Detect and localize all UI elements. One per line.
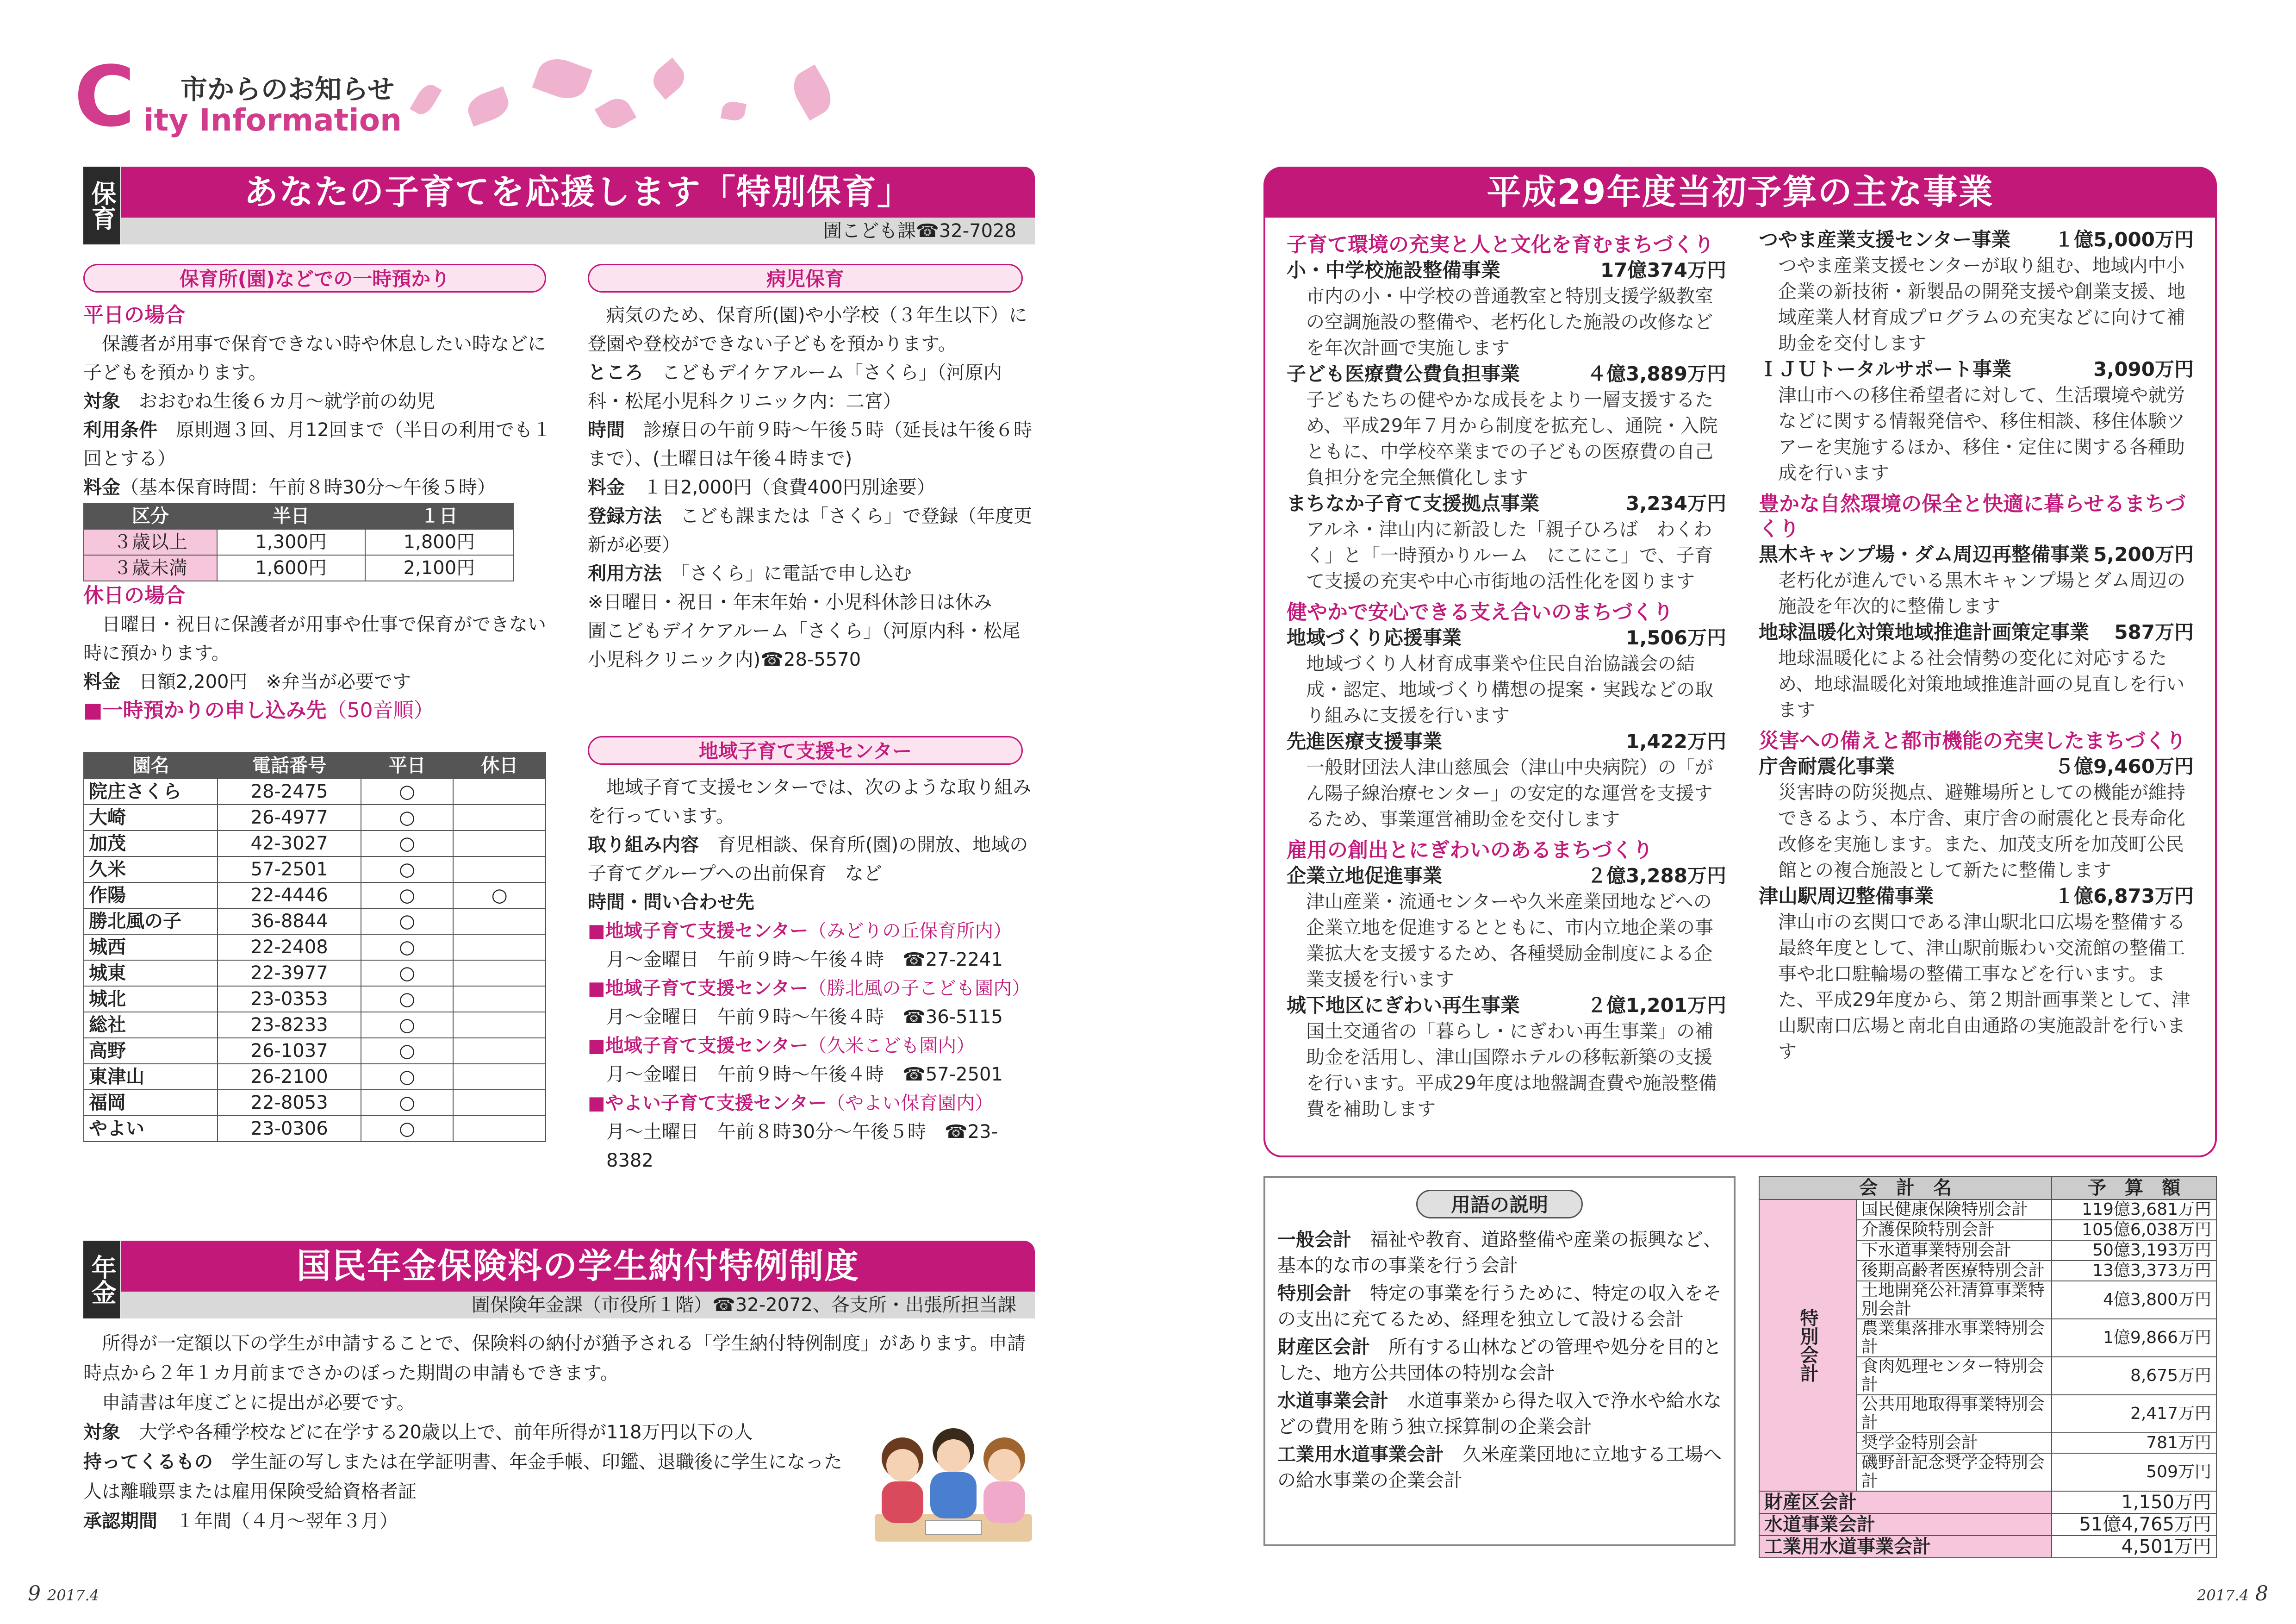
condition-label: 利用条件 <box>83 419 157 441</box>
center-name-line <box>588 1089 1032 1118</box>
sick-time-label: 時間 <box>588 419 625 441</box>
center-place: （やよい保育園内） <box>827 1093 994 1114</box>
budget-item-name: 小・中学校施設整備事業 <box>1287 259 1501 281</box>
fee-cell: ３歳以上 <box>84 529 217 555</box>
glossary-pill: 用語の説明 <box>1416 1190 1583 1218</box>
budget-item-desc: 津山産業・流通センターや久米産業団地などへの企業立地を促進するとともに、市内立地企業の事業拡大を支援するため、各種奨励金制度による企業支援を行います <box>1306 891 1713 990</box>
account-name: 下水道事業特別会計 <box>1856 1240 2052 1261</box>
budget-group-heading: 雇用の創出とにぎわいのあるまちづくり <box>1287 838 1653 862</box>
budget-item-desc: 津山市の玄関口である津山駅北口広場を整備する最終年度として、津山駅前賑わい交流館の整備工事や北口駐輪場の整備工事などを行います。また、平成29年度から、第２期計画事業として、津山駅南口広場と南北自由通路の実施設計を行います <box>1778 912 2190 1062</box>
account-amount: 105億6,038万円 <box>2052 1220 2216 1240</box>
nenkin-target: 大学や各種学校などに在学する20歳以上で、前年所得が118万円以下の人 <box>139 1422 753 1443</box>
condition-value: 原則週３回、月12回まで（半日の利用でも１回とする） <box>83 419 551 469</box>
nenkin-title: 国民年金保険料の学生納付特例制度 <box>297 1246 859 1286</box>
nursery-cell: 22-2408 <box>218 934 361 960</box>
glossary-desc: 福祉や教育、道路整備や産業の振興など、基本的な市の事業を行う会計 <box>1277 1229 1722 1276</box>
nenkin-period: １年間（４月～翌年３月） <box>176 1511 398 1532</box>
nursery-cell <box>453 856 546 882</box>
nursery-cell: ○ <box>361 1012 454 1038</box>
left-page-date: 2017.4 <box>47 1587 99 1604</box>
budget-item-name: 企業立地促進事業 <box>1287 864 1443 887</box>
fee-header-cell: １日 <box>365 503 513 529</box>
table-row <box>84 1116 546 1142</box>
account-name: 後期高齢者医療特別会計 <box>1856 1261 2052 1281</box>
account-name: 食肉処理センター特別会計 <box>1856 1357 2052 1395</box>
nursery-cell <box>453 805 546 831</box>
nursery-cell <box>453 1012 546 1038</box>
budget-item-title <box>1287 361 1726 387</box>
nenkin-contact: 圊保険年金課（市役所１階）☎32-2072、各支所・出張所担当課 <box>121 1292 1035 1318</box>
nursery-cell <box>453 934 546 960</box>
petal-decoration <box>464 86 512 126</box>
budget-item-name: 子ども医療費公費負担事業 <box>1287 362 1520 385</box>
budget-group-heading: 健やかで安心できる支え合いのまちづくり <box>1287 600 1674 624</box>
account-amount: 1,150万円 <box>2052 1491 2216 1513</box>
account-name: 公共用地取得事業特別会計 <box>1856 1395 2052 1433</box>
account-name: 農業集落排水事業特別会計 <box>1856 1319 2052 1357</box>
budget-item-amount: 1,506万円 <box>1626 626 1726 649</box>
table-row <box>84 960 546 986</box>
budget-item-name: 黒木キャンプ場・ダム周辺再整備事業 <box>1759 543 2090 566</box>
budget-item-amount: ５億9,460万円 <box>2054 755 2194 778</box>
table-row <box>1759 1491 2216 1513</box>
fee-label: 料金 <box>83 477 120 498</box>
budget-item-title <box>1759 356 2194 382</box>
budget-item-amount: ２億3,288万円 <box>1587 864 1726 887</box>
nenkin-body2: 申請書は年度ごとに提出が必要です。 <box>102 1392 415 1413</box>
nursery-list-table <box>83 752 546 1142</box>
page-number-left <box>28 1579 99 1609</box>
nenkin-bring: 学生証の写しまたは在学証明書、年金手帳、印鑑、退職後に学生になった人は離職票または雇用保険受給資格者証 <box>83 1451 842 1502</box>
sick-care-block <box>588 301 1032 674</box>
nursery-cell: 加茂 <box>84 831 218 856</box>
fee-cell: ３歳未満 <box>84 555 217 581</box>
table-row <box>1759 1513 2216 1536</box>
account-amount: 1億9,866万円 <box>2052 1319 2216 1357</box>
account-amount: 4,501万円 <box>2052 1536 2216 1558</box>
glossary-term: 水道事業会計 <box>1277 1390 1388 1412</box>
sick-where-label: ところ <box>588 362 643 383</box>
center-hours: 月～金曜日 午前９時～午後４時 <box>606 1064 884 1085</box>
nursery-cell: 42-3027 <box>218 831 361 856</box>
nursery-cell <box>453 908 546 934</box>
nursery-cell <box>453 831 546 856</box>
center-content: 育児相談、保育所(園)の開放、地域の子育てグループへの出前保育 など <box>588 834 1028 884</box>
glossary-item <box>1277 1388 1722 1440</box>
table-row <box>84 882 546 908</box>
table-row <box>84 934 546 960</box>
center-hours-line <box>588 1118 1032 1175</box>
account-amount: 509万円 <box>2052 1453 2216 1491</box>
accounts-header <box>1759 1176 2216 1199</box>
apply-heading: ■一時預かりの申し込み先 <box>83 699 327 722</box>
nursery-cell: 勝北風の子 <box>84 908 218 934</box>
nursery-cell: 26-1037 <box>218 1038 361 1064</box>
sick-fee-label: 料金 <box>588 477 625 498</box>
sick-body: 病気のため、保育所(園)や小学校（３年生以下）に登園や登校ができない子どもを預かります。 <box>588 305 1027 355</box>
nursery-cell: 26-4977 <box>218 805 361 831</box>
budget-item-desc: アルネ・津山内に新設した「親子ひろば わくわく」と「一時預かりルーム にこにこ」で、子育て支援の充実や中心市街地の活性化を図ります <box>1306 519 1713 592</box>
account-amount: 50億3,193万円 <box>2052 1240 2216 1261</box>
center-time-heading: 時間・問い合わせ先 <box>588 892 754 913</box>
budget-group-heading: 豊かな自然環境の保全と快適に暮らせるまちづくり <box>1759 492 2186 541</box>
weekday-heading: 平日の場合 <box>83 303 185 327</box>
logo-c: C <box>74 49 136 145</box>
budget-left-column <box>1287 227 1726 1122</box>
nursery-header-cell: 平日 <box>361 753 454 779</box>
center-name: ■地域子育て支援センター <box>588 1035 809 1056</box>
nursery-cell: 22-8053 <box>218 1090 361 1116</box>
budget-item-name: 地域づくり応援事業 <box>1287 626 1462 649</box>
nenkin-target-label: 対象 <box>83 1422 120 1443</box>
budget-item-desc: 市内の小・中学校の普通教室と特別支援学級教室の空調施設の整備や、老朽化した施設の改修などを年次計画で実施します <box>1306 286 1713 359</box>
table-row <box>84 831 546 856</box>
center-hours: 月～金曜日 午前９時～午後４時 <box>606 1006 884 1028</box>
sick-reg: こども課または「さくら」で登録（年度更新が必要） <box>588 506 1032 556</box>
temp-care-block <box>83 301 555 725</box>
table-row <box>84 1064 546 1090</box>
glossary-list <box>1277 1227 1722 1495</box>
budget-item-amount: 3,090万円 <box>2093 358 2194 381</box>
glossary-desc: 久米産業団地に立地する工場への給水事業の企業会計 <box>1277 1444 1722 1491</box>
sick-contact: 圊こどもデイケアルーム「さくら」（河原内科・松尾小児科クリニック内)☎28-5570 <box>588 620 1020 670</box>
target-label: 対象 <box>83 391 120 412</box>
sick-time: 診療日の午前９時～午後５時（延長は午後６時まで）、(土曜日は午後４時まで) <box>588 419 1032 469</box>
fee-cell: 2,100円 <box>365 555 513 581</box>
budget-item-title <box>1759 754 2194 780</box>
center-place: （久米こども園内） <box>808 1035 975 1056</box>
nursery-cell: 久米 <box>84 856 218 882</box>
nursery-cell: 城西 <box>84 934 218 960</box>
center-tel: ☎36-5115 <box>902 1006 1003 1028</box>
center-hours: 月～金曜日 午前９時～午後４時 <box>606 949 884 970</box>
nursery-cell: 23-8233 <box>218 1012 361 1038</box>
petal-decoration <box>721 100 747 122</box>
sick-care-pill: 病児保育 <box>588 264 1023 293</box>
nursery-cell: 26-2100 <box>218 1064 361 1090</box>
sick-use-label: 利用方法 <box>588 563 662 584</box>
nursery-cell <box>453 1038 546 1064</box>
budget-item-amount: １億6,873万円 <box>2054 885 2194 907</box>
table-row <box>84 908 546 934</box>
page-number-right <box>2197 1579 2268 1609</box>
fee-cell: 1,300円 <box>217 529 365 555</box>
sick-use: 「さくら」に電話で申し込む <box>680 563 912 584</box>
account-name: 財産区会計 <box>1759 1491 2052 1513</box>
nursery-cell: 22-4446 <box>218 882 361 908</box>
budget-item-desc: 地球温暖化による社会情勢の変化に対応するため、地球温暖化対策地域推進計画の見直しを行います <box>1778 648 2185 721</box>
hoiku-title-bar <box>121 167 1035 218</box>
accounts-header-amount: 予 算 額 <box>2052 1176 2216 1199</box>
students-illustration <box>870 1421 1037 1560</box>
nursery-cell: 36-8844 <box>218 908 361 934</box>
nursery-cell: ○ <box>361 1090 454 1116</box>
budget-item-title <box>1287 625 1726 651</box>
budget-item-desc: 災害時の防災拠点、避難場所としての機能が維持できるよう、本庁舎、東庁舎の耐震化と長寿命化改修を実施します。また、加茂支所を加茂町公民館との複合施設として新たに整備します <box>1778 782 2185 881</box>
budget-item-desc: 子どもたちの健やかな成長をより一層支援するため、平成29年７月から制度を拡充し、通院・入院ともに、中学校卒業までの子どもの医療費の自己負担分を完全無償化します <box>1306 389 1718 488</box>
logo-ity: ity Information <box>143 102 402 138</box>
glossary-term: 財産区会計 <box>1277 1337 1370 1358</box>
account-amount: 51億4,765万円 <box>2052 1513 2216 1536</box>
nursery-cell: 城北 <box>84 986 218 1012</box>
account-amount: 2,417万円 <box>2052 1395 2216 1433</box>
right-page-num: 8 <box>2255 1582 2268 1605</box>
center-name: ■地域子育て支援センター <box>588 920 809 942</box>
nursery-cell: 高野 <box>84 1038 218 1064</box>
nursery-cell: ○ <box>361 831 454 856</box>
budget-item-amount: 1,422万円 <box>1626 730 1726 753</box>
holiday-body: 日曜日・祝日に保護者が用事や仕事で保育ができない時に預かります。 <box>83 614 546 664</box>
nursery-cell: ○ <box>361 882 454 908</box>
account-name: 水道事業会計 <box>1759 1513 2052 1536</box>
center-list <box>588 917 1032 1175</box>
budget-title: 平成29年度当初予算の主な事業 <box>1487 172 1994 212</box>
nenkin-title-bar <box>121 1241 1035 1292</box>
petal-decoration <box>532 53 593 105</box>
nursery-cell: 23-0353 <box>218 986 361 1012</box>
nursery-cell: ○ <box>361 856 454 882</box>
budget-item-desc: 地域づくり人材育成事業や住民自治協議会の結成・認定、地域づくり構想の提案・実践などの取り組みに支援を行います <box>1306 653 1713 726</box>
nursery-cell: ○ <box>361 1038 454 1064</box>
account-name: 介護保険特別会計 <box>1856 1220 2052 1240</box>
center-hours-line <box>588 1060 1032 1089</box>
nursery-cell: ○ <box>361 779 454 805</box>
table-row <box>84 555 513 581</box>
sick-fee: １日2,000円（食費400円別途要） <box>643 477 935 498</box>
budget-item-amount: １億5,000万円 <box>2054 228 2194 251</box>
account-amount: 13億3,373万円 <box>2052 1261 2216 1281</box>
glossary-item <box>1277 1227 1722 1279</box>
city-information-logo <box>74 51 444 144</box>
center-place: （みどりの丘保育所内） <box>808 920 1012 942</box>
nenkin-period-label: 承認期間 <box>83 1511 157 1532</box>
nursery-cell <box>453 986 546 1012</box>
fee-note: （基本保育時間：午前８時30分～午後５時） <box>120 477 496 498</box>
nursery-cell: ○ <box>361 986 454 1012</box>
nenkin-bring-label: 持ってくるもの <box>83 1451 213 1473</box>
budget-item-title <box>1287 491 1726 517</box>
budget-item-amount: 17億374万円 <box>1600 259 1726 281</box>
center-tel: ☎57-2501 <box>902 1064 1003 1085</box>
petal-decoration <box>787 64 838 121</box>
account-name: 国民健康保険特別会計 <box>1856 1199 2052 1220</box>
budget-group-heading: 災害への備えと都市機能の充実したまちづくり <box>1759 729 2186 753</box>
budget-item-name: 津山駅周辺整備事業 <box>1759 885 1934 907</box>
glossary-term: 特別会計 <box>1277 1283 1351 1304</box>
center-name-line <box>588 917 1032 945</box>
section-tag-hoiku: 保育 <box>83 167 120 244</box>
budget-item-amount: ２億1,201万円 <box>1587 994 1726 1017</box>
sick-reg-label: 登録方法 <box>588 506 662 527</box>
hoiku-contact: 圊こども課☎32-7028 <box>121 218 1035 244</box>
budget-group-heading: 子育て環境の充実と人と文化を育むまちづくり <box>1287 233 1714 256</box>
table-row <box>1759 1536 2216 1558</box>
nursery-cell: ○ <box>361 1064 454 1090</box>
center-name: ■地域子育て支援センター <box>588 978 809 999</box>
budget-item-name: 先進医療支援事業 <box>1287 730 1443 753</box>
nursery-header-cell: 休日 <box>453 753 546 779</box>
support-center-pill: 地域子育て支援センター <box>588 736 1023 765</box>
weekday-body: 保護者が用事で保育できない時や休息したい時などに子どもを預かります。 <box>83 333 546 383</box>
budget-right-column <box>1759 227 2194 1065</box>
glossary-term: 一般会計 <box>1277 1229 1351 1250</box>
logo-jp: 市からのお知らせ <box>180 74 395 105</box>
nursery-cell <box>453 779 546 805</box>
fee-header-cell: 区分 <box>84 503 217 529</box>
glossary-desc: 所有する山林などの管理や処分を目的とした、地方公共団体の特別な会計 <box>1277 1337 1722 1384</box>
account-amount: 8,675万円 <box>2052 1357 2216 1395</box>
center-tel: ☎27-2241 <box>902 949 1003 970</box>
center-body: 地域子育て支援センターでは、次のような取り組みを行っています。 <box>588 777 1032 827</box>
nursery-cell: 57-2501 <box>218 856 361 882</box>
nursery-cell <box>453 960 546 986</box>
budget-item-title <box>1287 729 1726 755</box>
budget-item-title <box>1287 993 1726 1018</box>
center-content-label: 取り組み内容 <box>588 834 699 856</box>
center-hours-line <box>588 1003 1032 1031</box>
table-row <box>84 1090 546 1116</box>
account-amount: 119億3,681万円 <box>2052 1199 2216 1220</box>
nursery-cell: ○ <box>361 960 454 986</box>
budget-item-desc: 津山市への移住希望者に対して、生活環境や就労などに関する情報発信や、移住相談、移住体験ツアーを実施するほか、移住・定住に関する各種助成を行います <box>1778 385 2185 484</box>
fee-header-cell: 半日 <box>217 503 365 529</box>
accounts-table <box>1759 1176 2217 1558</box>
center-name-line <box>588 1031 1032 1060</box>
nursery-cell: 23-0306 <box>218 1116 361 1142</box>
nursery-table-header <box>84 753 546 779</box>
target-value: おおむね生後６カ月～就学前の幼児 <box>139 391 435 412</box>
sick-note: ※日曜日・祝日・年末年始・小児科休診日は休み <box>588 592 992 613</box>
holiday-heading: 休日の場合 <box>83 584 185 607</box>
budget-item-desc: 老朽化が進んでいる黒木キャンプ場とダム周辺の施設を年次的に整備します <box>1778 570 2185 617</box>
sick-where: こどもデイケアルーム「さくら」（河原内科・松尾小児科クリニック内：二宮） <box>588 362 1002 412</box>
nursery-cell: ○ <box>361 934 454 960</box>
fee-table <box>83 503 514 581</box>
support-center-block <box>588 773 1032 1175</box>
center-hours-line <box>588 945 1032 974</box>
nursery-cell <box>453 1116 546 1142</box>
table-row <box>1759 1199 2216 1220</box>
table-row <box>84 779 546 805</box>
budget-item-desc: つやま産業支援センターが取り組む、地域内中小企業の新技術・新製品の開発支援や創業支援、地域産業人材育成プログラムの充実などに向けて補助金を交付します <box>1778 255 2185 354</box>
apply-sub: （50音順） <box>326 699 434 722</box>
nursery-cell <box>453 1064 546 1090</box>
nursery-cell: 総社 <box>84 1012 218 1038</box>
section-tag-nenkin: 年金 <box>83 1241 120 1318</box>
nursery-cell: ○ <box>361 805 454 831</box>
table-row <box>84 856 546 882</box>
budget-item-name: ＩＪＵトータルサポート事業 <box>1759 358 2012 381</box>
budget-item-title <box>1759 542 2194 568</box>
nursery-cell: 28-2475 <box>218 779 361 805</box>
budget-item-name: つやま産業支援センター事業 <box>1759 228 2011 251</box>
special-account-label: 特別会計 <box>1759 1199 1856 1491</box>
nursery-cell: 城東 <box>84 960 218 986</box>
holiday-fee-value: 日額2,200円 ※弁当が必要です <box>139 671 411 693</box>
right-page-date: 2017.4 <box>2197 1587 2249 1604</box>
account-name: 工業用水道事業会計 <box>1759 1536 2052 1558</box>
nenkin-body1: 所得が一定額以下の学生が申請することで、保険料の納付が猶予される「学生納付特例制度」があります。申請時点から２年１カ月前までさかのぼった期間の申請もできます。 <box>83 1333 1026 1384</box>
table-row <box>84 529 513 555</box>
budget-item-desc: 一般財団法人津山慈風会（津山中央病院）の「がん陽子線治療センター」の安定的な運営を支援するため、事業運営補助金を交付します <box>1306 757 1713 830</box>
petal-decoration <box>595 94 637 134</box>
glossary-desc: 特定の事業を行うために、特定の収入をその支出に充てるため、経理を独立して設ける会計 <box>1277 1283 1722 1330</box>
table-row <box>84 1038 546 1064</box>
budget-item-desc: 国土交通省の「暮らし・にぎわい再生事業」の補助金を活用し、津山国際ホテルの移転新築の支援を行います。平成29年度は地盤調査費や施設整備費を補助します <box>1306 1021 1717 1120</box>
budget-item-name: 庁舎耐震化事業 <box>1759 755 1895 778</box>
nursery-cell: 東津山 <box>84 1064 218 1090</box>
nursery-cell: 作陽 <box>84 882 218 908</box>
center-place: （勝北風の子こども園内） <box>808 978 1031 999</box>
budget-item-title <box>1759 883 2194 909</box>
budget-item-title <box>1759 619 2194 645</box>
nursery-cell: ○ <box>361 908 454 934</box>
nursery-header-cell: 電話番号 <box>218 753 361 779</box>
center-name-line <box>588 974 1032 1003</box>
nursery-cell: ○ <box>453 882 546 908</box>
center-name: ■やよい子育て支援センター <box>588 1093 827 1114</box>
glossary-item <box>1277 1442 1722 1493</box>
account-amount: 781万円 <box>2052 1433 2216 1453</box>
fee-cell: 1,600円 <box>217 555 365 581</box>
temp-care-pill: 保育所(園)などでの一時預かり <box>83 264 546 293</box>
account-name: 土地開発公社清算事業特別会計 <box>1856 1281 2052 1319</box>
account-name: 磯野計記念奨学金特別会計 <box>1856 1453 2052 1491</box>
center-hours: 月～土曜日 午前８時30分～午後５時 <box>606 1121 926 1143</box>
account-name: 奨学金特別会計 <box>1856 1433 2052 1453</box>
center-tel: ☎23-8382 <box>606 1121 998 1171</box>
budget-item-title <box>1759 227 2194 253</box>
table-row <box>84 805 546 831</box>
nursery-cell: 院庄さくら <box>84 779 218 805</box>
nursery-cell: 大崎 <box>84 805 218 831</box>
budget-item-title <box>1287 863 1726 889</box>
hoiku-title: あなたの子育てを応援します「特別保育」 <box>244 172 912 212</box>
nursery-cell: 22-3977 <box>218 960 361 986</box>
budget-item-title <box>1287 257 1726 283</box>
budget-item-name: 城下地区にぎわい再生事業 <box>1287 994 1520 1017</box>
budget-item-amount: 3,234万円 <box>1626 492 1726 515</box>
glossary-item <box>1277 1280 1722 1332</box>
fee-table-header <box>84 503 513 529</box>
accounts-header-name: 会 計 名 <box>1759 1176 2052 1199</box>
budget-item-name: まちなか子育て支援拠点事業 <box>1287 492 1540 515</box>
budget-item-amount: 5,200万円 <box>2093 543 2194 566</box>
nursery-cell: やよい <box>84 1116 218 1142</box>
nursery-cell: 福岡 <box>84 1090 218 1116</box>
account-amount: 4億3,800万円 <box>2052 1281 2216 1319</box>
glossary-item <box>1277 1334 1722 1386</box>
left-page-num: 9 <box>28 1582 41 1605</box>
table-row <box>84 986 546 1012</box>
holiday-fee-label: 料金 <box>83 671 120 693</box>
petal-decoration <box>647 58 690 100</box>
budget-item-name: 地球温暖化対策地域推進計画策定事業 <box>1759 621 2090 643</box>
budget-item-amount: ４億3,889万円 <box>1587 362 1726 385</box>
glossary-desc: 水道事業から得た収入で浄水や給水などの費用を賄う独立採算制の企業会計 <box>1277 1390 1722 1437</box>
nursery-cell <box>453 1090 546 1116</box>
budget-item-amount: 587万円 <box>2114 621 2194 643</box>
nursery-cell: ○ <box>361 1116 454 1142</box>
table-row <box>84 1012 546 1038</box>
fee-cell: 1,800円 <box>365 529 513 555</box>
glossary-term: 工業用水道事業会計 <box>1277 1444 1444 1465</box>
budget-title-bar <box>1263 167 2217 218</box>
nursery-header-cell: 園名 <box>84 753 218 779</box>
